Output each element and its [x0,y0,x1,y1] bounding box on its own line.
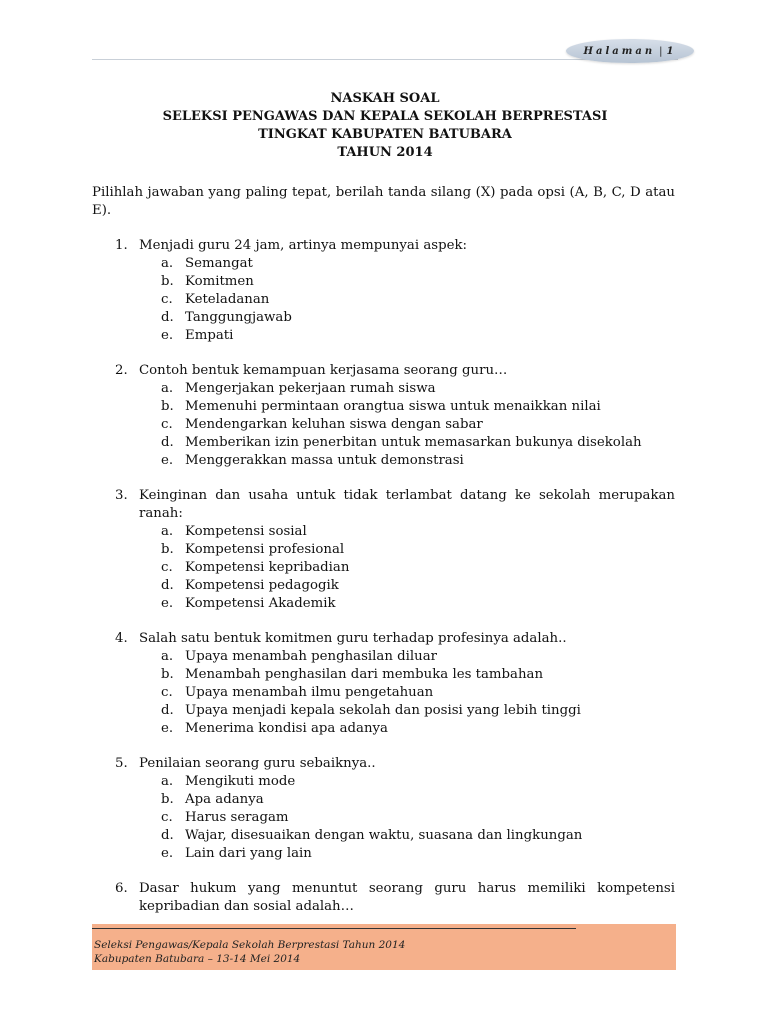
answer-option [139,523,675,541]
option-text: Menerima kondisi apa adanya [185,721,388,736]
answer-option [139,434,675,452]
option-text: Menggerakkan massa untuk demonstrasi [185,453,464,468]
question-text: Salah satu bentuk komitmen guru terhadap profesinya adalah.. [139,631,567,646]
option-letter: a. [161,524,174,539]
question-number: 2. [115,363,128,378]
option-text: Mengerjakan pekerjaan rumah siswa [185,381,436,396]
answer-option [139,273,675,291]
answer-option [139,380,675,398]
document-title [92,90,678,162]
option-letter: c. [161,560,173,575]
option-letter: d. [161,703,174,718]
question-item [92,630,675,738]
option-text: Wajar, disesuaikan dengan waktu, suasana dan lingkungan [185,828,583,843]
answer-option [139,541,675,559]
option-text: Upaya menambah penghasilan diluar [185,649,437,664]
option-letter: c. [161,685,173,700]
option-text: Semangat [185,256,253,271]
question-number: 1. [115,238,128,253]
answer-option [139,684,675,702]
question-item [92,237,675,345]
question-text: Penilaian seorang guru sebaiknya.. [139,756,376,771]
option-letter: d. [161,435,174,450]
option-text: Empati [185,328,234,343]
page-number: 1 [666,45,677,57]
footer-line-1: Seleksi Pengawas/Kepala Sekolah Berprestasi Tahun 2014 [94,939,406,951]
option-letter: b. [161,542,174,557]
option-letter: a. [161,256,174,271]
option-letter: b. [161,274,174,289]
page-word: Halaman [583,45,656,57]
question-number: 6. [115,881,128,896]
answer-option [139,648,675,666]
question-number: 5. [115,756,128,771]
option-letter: e. [161,846,174,861]
option-letter: b. [161,667,174,682]
title-line-4: TAHUN 2014 [337,145,433,160]
option-letter: c. [161,810,173,825]
option-letter: a. [161,381,174,396]
page-number-badge [566,39,694,63]
option-text: Komitmen [185,274,254,289]
question-text: Menjadi guru 24 jam, artinya mempunyai aspek: [139,238,467,253]
question-list [92,237,675,916]
option-letter: d. [161,828,174,843]
option-text: Kompetensi kepribadian [185,560,350,575]
question-item [92,880,675,916]
answer-option [139,452,675,470]
answer-option [139,255,675,273]
option-text: Tanggungjawab [185,310,292,325]
question-text: Contoh bentuk kemampuan kerjasama seorang guru… [139,363,508,378]
option-text: Mendengarkan keluhan siswa dengan sabar [185,417,483,432]
question-text: Dasar hukum yang menuntut seorang guru harus memiliki kompetensi kepribadian dan sosial adalah… [139,881,675,914]
option-letter: e. [161,328,174,343]
title-line-1: NASKAH SOAL [330,91,440,106]
question-text: Keinginan dan usaha untuk tidak terlambat datang ke sekolah merupakan ranah: [139,488,675,521]
question-number: 3. [115,488,128,503]
question-item [92,755,675,863]
option-letter: d. [161,578,174,593]
option-text: Harus seragam [185,810,289,825]
title-line-2: SELEKSI PENGAWAS DAN KEPALA SEKOLAH BERPRESTASI [162,109,608,124]
answer-option [139,666,675,684]
option-letter: a. [161,774,174,789]
answer-option [139,773,675,791]
answer-option [139,291,675,309]
option-text: Upaya menambah ilmu pengetahuan [185,685,434,700]
option-letter: b. [161,399,174,414]
answer-option [139,559,675,577]
answer-option [139,398,675,416]
option-letter: b. [161,792,174,807]
option-text: Kompetensi pedagogik [185,578,339,593]
footer-rule [92,928,576,929]
question-item [92,487,675,613]
answer-option [139,416,675,434]
option-text: Kompetensi profesional [185,542,345,557]
document-body [92,184,675,933]
answer-option [139,327,675,345]
option-text: Memenuhi permintaan orangtua siswa untuk menaikkan nilai [185,399,601,414]
option-letter: e. [161,596,174,611]
answer-option [139,309,675,327]
question-item [92,362,675,470]
footer-text [94,938,405,966]
option-text: Apa adanya [185,792,264,807]
title-line-3: TINGKAT KABUPATEN BATUBARA [258,127,512,142]
answer-option [139,791,675,809]
option-letter: a. [161,649,174,664]
footer-line-2: Kabupaten Batubara – 13-14 Mei 2014 [94,953,301,965]
answer-option [139,702,675,720]
answer-option [139,595,675,613]
option-text: Mengikuti mode [185,774,296,789]
option-letter: c. [161,417,173,432]
answer-option [139,827,675,845]
option-text: Keteladanan [185,292,270,307]
option-letter: d. [161,310,174,325]
option-text: Lain dari yang lain [185,846,312,861]
option-text: Kompetensi Akademik [185,596,336,611]
option-text: Menambah penghasilan dari membuka les tambahan [185,667,544,682]
option-letter: e. [161,721,174,736]
option-text: Memberikan izin penerbitan untuk memasarkan bukunya disekolah [185,435,642,450]
option-text: Upaya menjadi kepala sekolah dan posisi yang lebih tinggi [185,703,581,718]
question-number: 4. [115,631,128,646]
option-letter: e. [161,453,174,468]
answer-option [139,720,675,738]
instruction-text: Pilihlah jawaban yang paling tepat, berilah tanda silang (X) pada opsi (A, B, C, D atau E). [92,185,675,218]
page-separator: | [659,45,663,57]
answer-option [139,809,675,827]
option-text: Kompetensi sosial [185,524,307,539]
option-letter: c. [161,292,173,307]
answer-option [139,577,675,595]
answer-option [139,845,675,863]
